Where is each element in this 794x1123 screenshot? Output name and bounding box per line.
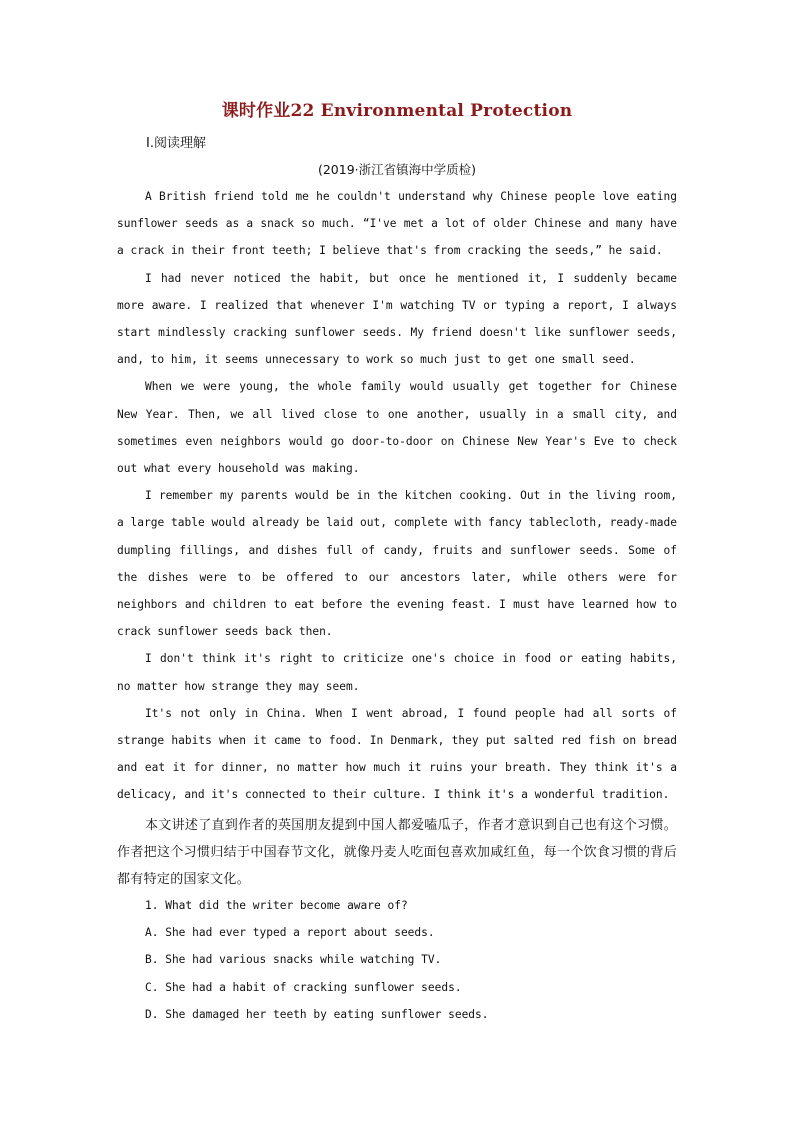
passage-source: (2019·浙江省镇海中学质检) bbox=[317, 162, 477, 177]
passage-paragraph-1: A British friend told me he couldn't understand why Chinese people love eating sunflower seeds as a snack so much. “I've met a lot of older Chinese and many have a crack in their front teeth; I believe that's from cracking the seeds,” he said. bbox=[117, 190, 677, 258]
option-d: D. She damaged her teeth by eating sunflower seeds. bbox=[145, 1007, 489, 1021]
option-b: B. She had various snacks while watching TV. bbox=[145, 953, 442, 967]
passage-paragraph-4: I remember my parents would be in the kitchen cooking. Out in the living room, a large table would already be laid out, complete with fancy tablecloth, ready-made dumpling fillings, and dishes full of candy, fruits and sunflower seeds. Some of the dishes were to be offered to our ancestors later, while others were for neighbors and children to eat before the evening feast. I must have learned how to crack sunflower seeds back then. bbox=[117, 489, 677, 639]
reading-passage bbox=[117, 183, 677, 809]
question-1 bbox=[145, 892, 685, 1028]
passage-paragraph-6: It's not only in China. When I went abroad, I found people had all sorts of strange habits when it came to food. In Denmark, they put salted red fish on bread and eat it for dinner, no matter how much it ruins your breath. They think it's a delicacy, and it's connected to their culture. I think it's a wonderful tradition. bbox=[117, 706, 677, 802]
passage-paragraph-5: I don't think it's right to criticize one's choice in food or eating habits, no matter how strange they may seem. bbox=[117, 652, 677, 693]
passage-summary: 本文讲述了直到作者的英国朋友提到中国人都爱嗑瓜子，作者才意识到自己也有这个习惯。作者把这个习惯归结于中国春节文化，就像丹麦人吃面包喜欢加咸红鱼，每一个饮食习惯的背后都有特定的国家文化。 bbox=[117, 818, 678, 887]
question-stem: 1. What did the writer become aware of? bbox=[145, 899, 408, 912]
passage-paragraph-3: When we were young, the whole family would usually get together for Chinese New Year. Then, we all lived close to one another, usually in a small city, and sometimes even neighbors would go door-to-door on Chinese New Year's Eve to check out what every household was making. bbox=[117, 380, 677, 476]
section-heading: Ⅰ.阅读理解 bbox=[146, 136, 206, 151]
option-a: A. She had ever typed a report about seeds. bbox=[145, 926, 435, 940]
passage-paragraph-2: I had never noticed the habit, but once he mentioned it, I suddenly became more aware. I realized that whenever I'm watching TV or typing a report, I always start mindlessly cracking sunflower seeds. My friend doesn't like sunflower seeds, and, to him, it seems unnecessary to work so much just to get one small seed. bbox=[117, 271, 677, 367]
page-title: 课时作业22 Environmental Protection bbox=[221, 101, 573, 121]
option-c: C. She had a habit of cracking sunflower seeds. bbox=[145, 980, 462, 994]
